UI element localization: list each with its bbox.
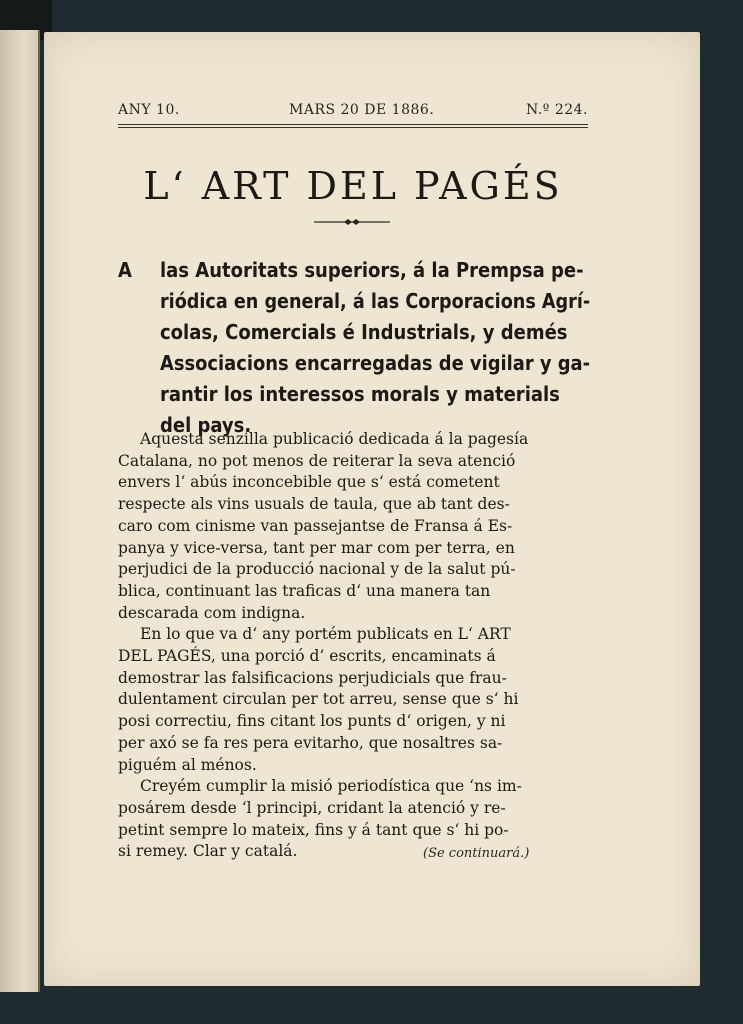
body-line: Aquesta senzilla publicació dedicada á la pagesía — [140, 430, 529, 448]
body-line: demostrar las falsificacions perjudicials que frau- — [118, 668, 507, 687]
body-line: piguém al ménos. — [118, 755, 257, 774]
address-line: colas, Comercials é Industrials, y demés — [160, 320, 568, 344]
body-line: panya y vice-versa, tant per mar com per terra, en — [118, 538, 515, 557]
address-line: del pays. — [160, 413, 252, 437]
body-line: Catalana, no pot menos de reiterar la seva atenció — [118, 451, 516, 470]
body-line: descarada com indigna. — [118, 603, 306, 622]
facing-page-edge — [0, 30, 40, 992]
body-line: posárem desde ‘l principi, cridant la atenció y re- — [118, 798, 506, 817]
body-line: blica, continuant las traficas d‘ una manera tan — [118, 581, 491, 600]
body-line: respecte als vins usuals de taula, que ab tant des- — [118, 495, 510, 514]
header-issue-number: N.º 224. — [525, 102, 588, 118]
body-line: perjudici de la producció nacional y de la salut pú- — [118, 560, 516, 579]
body-line: dulentament circulan per tot arreu, sense que s‘ hi — [118, 690, 519, 709]
header-rule-top — [118, 124, 588, 125]
address-line: las Autoritats superiors, á la Prempsa pe- — [160, 258, 584, 282]
body-line: DEL PAGÉS, una porció d‘ escrits, encaminats á — [118, 647, 496, 665]
ornament-divider — [314, 216, 390, 228]
header-rule-bottom — [118, 127, 588, 128]
continued-note: (Se continuará.) — [423, 846, 530, 861]
body-line: petint sempre lo mateix, fins y á tant que s‘ hi po- — [118, 820, 509, 839]
body-line: caro com cinisme van passejantse de Fransa á Es- — [118, 516, 513, 535]
body-line: Creyém cumplir la misió periodística que ‘ns im- — [140, 777, 522, 796]
header-date: MARS 20 DE 1886. — [289, 102, 435, 118]
address-lead-letter: A — [118, 258, 132, 282]
body-line: per axó se fa res pera evitarho, que nosaltres sa- — [118, 733, 503, 752]
body-line: envers l‘ abús inconcebible que s‘ está cometent — [118, 473, 500, 492]
address-line: rantir los interessos morals y materials — [160, 382, 560, 406]
body-line: posi correctiu, fins citant los punts d‘ origen, y ni — [118, 712, 506, 731]
header-year: ANY 10. — [118, 102, 180, 118]
address-line: riódica en general, á las Corporacions Agrí- — [160, 289, 591, 313]
address-line: Associacions encarregadas de vigilar y ga- — [160, 351, 591, 375]
body-line: si remey. Clar y catalá. — [118, 842, 298, 861]
body-line: En lo que va d‘ any portém publicats en L‘ ART — [140, 625, 511, 644]
page — [44, 32, 700, 986]
page-title: L‘ ART DEL PAGÉS — [143, 164, 563, 208]
